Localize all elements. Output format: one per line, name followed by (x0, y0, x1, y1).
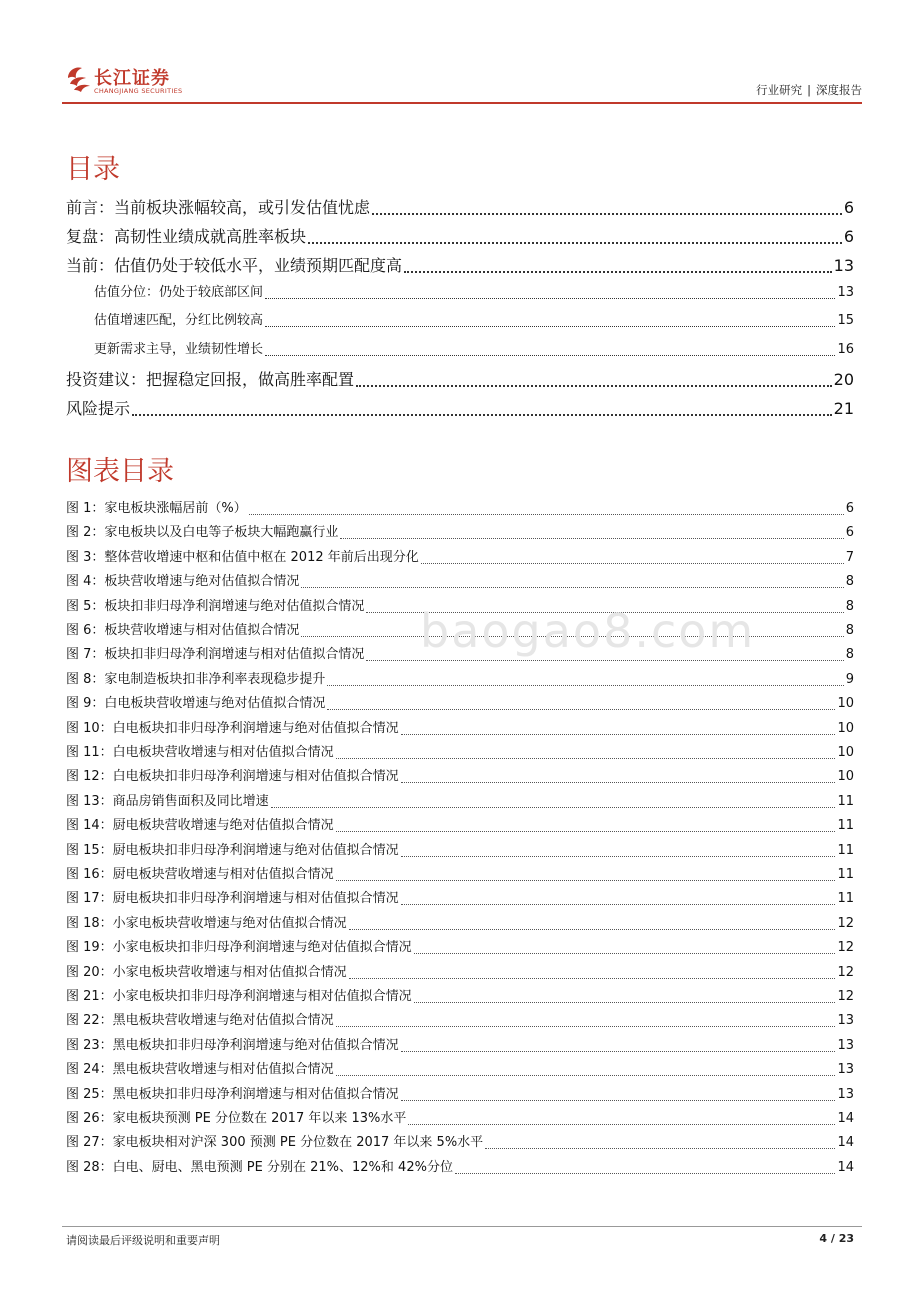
brand-name-en: CHANGJIANG SECURITIES (94, 87, 183, 95)
figure-entry-page: 8 (845, 574, 854, 590)
toc-entry[interactable] (94, 312, 854, 330)
logo-emblem-icon (66, 64, 92, 94)
leader-dots (401, 1100, 836, 1101)
toc-entry-page: 21 (833, 399, 854, 418)
figure-entry[interactable] (66, 890, 854, 908)
leader-dots (421, 563, 844, 564)
leader-dots (401, 904, 836, 905)
figure-entry-page: 12 (837, 940, 854, 956)
figure-entry-page: 7 (845, 549, 854, 565)
leader-dots (265, 298, 835, 299)
leader-dots (349, 929, 836, 930)
figure-entry-label: 图 8：家电制造板块扣非净利率表现稳步提升 (66, 671, 326, 687)
toc-entry[interactable] (66, 226, 854, 248)
brand-name-cn: 长江证券 (94, 68, 170, 89)
leader-dots (408, 1124, 835, 1125)
figure-entry[interactable] (66, 524, 854, 542)
toc-entry-label: 投资建议：把握稳定回报，做高胜率配置 (66, 370, 355, 389)
figure-entry-label: 图 2：家电板块以及白电等子板块大幅跑赢行业 (66, 525, 339, 541)
toc-entry-page: 15 (837, 313, 854, 328)
leader-dots (455, 1173, 836, 1174)
figure-entry-label: 图 13：商品房销售面积及同比增速 (66, 793, 269, 809)
figure-entry-label: 图 7：板块扣非归母净利润增速与相对估值拟合情况 (66, 647, 365, 663)
toc-entry-page: 13 (833, 256, 854, 275)
toc-entry-page: 13 (837, 285, 854, 300)
figure-entry-label: 图 19：小家电板块扣非归母净利润增速与绝对估值拟合情况 (66, 940, 412, 956)
figure-entry[interactable] (66, 964, 854, 982)
figure-entry[interactable] (66, 695, 854, 713)
leader-dots (265, 355, 835, 356)
figure-entry-page: 12 (837, 915, 854, 931)
toc-entry[interactable] (66, 369, 854, 391)
watermark: baogao8.com (420, 604, 756, 658)
figure-entry[interactable] (66, 1012, 854, 1030)
toc-entry[interactable] (66, 255, 854, 277)
toc-entry-label: 当前：估值仍处于较低水平，业绩预期匹配度高 (66, 256, 403, 275)
figure-entry-page: 10 (837, 745, 854, 760)
category-separator: | (807, 83, 811, 97)
leader-dots (308, 242, 842, 244)
toc-entry-page: 16 (837, 342, 854, 357)
figure-entry-page: 14 (837, 1159, 854, 1175)
figure-entry[interactable] (66, 720, 854, 738)
leader-dots (414, 1002, 836, 1003)
figure-entry-label: 图 11：白电板块营收增速与相对估值拟合情况 (66, 745, 334, 760)
figure-entry[interactable] (66, 671, 854, 689)
report-type-label: 深度报告 (816, 83, 862, 97)
leader-dots (336, 831, 836, 832)
figure-entry-page: 12 (837, 964, 854, 980)
figure-entry-page: 12 (837, 989, 854, 1004)
figure-entry-page: 10 (837, 720, 854, 736)
toc-entry-label: 估值增速匹配，分红比例较高 (94, 313, 264, 328)
figure-entry-page: 11 (837, 891, 854, 907)
toc-entry-page: 20 (833, 370, 854, 389)
figure-entry[interactable] (66, 744, 854, 762)
figure-entry-page: 9 (845, 671, 854, 687)
figure-entry[interactable] (66, 1110, 854, 1128)
figure-entry-label: 图 10：白电板块扣非归母净利润增速与绝对估值拟合情况 (66, 720, 399, 736)
toc-entry-label: 前言：当前板块涨幅较高，或引发估值忧虑 (66, 198, 371, 217)
figure-entry[interactable] (66, 1134, 854, 1152)
toc-entry-label: 风险提示 (66, 399, 131, 418)
figure-entry-page: 11 (837, 867, 854, 882)
figure-entry[interactable] (66, 988, 854, 1006)
figure-entry-label: 图 26：家电板块预测 PE 分位数在 2017 年以来 13%水平 (66, 1111, 407, 1126)
figure-entry[interactable] (66, 866, 854, 884)
figure-entry-page: 11 (837, 818, 854, 834)
figure-entry-page: 8 (845, 598, 854, 614)
leader-dots (485, 1148, 835, 1149)
leader-dots (401, 1051, 836, 1052)
report-category (756, 82, 862, 98)
leader-dots (356, 385, 832, 387)
page-header (66, 62, 862, 106)
figure-entry-label: 图 12：白电板块扣非归母净利润增速与相对估值拟合情况 (66, 769, 399, 785)
category-label: 行业研究 (756, 83, 803, 97)
figure-entry-page: 8 (845, 623, 854, 638)
figure-entry-label: 图 15：厨电板块扣非归母净利润增速与绝对估值拟合情况 (66, 842, 399, 858)
figure-entry-page: 6 (845, 501, 854, 516)
figure-entry[interactable] (66, 1061, 854, 1079)
figure-entry[interactable] (66, 817, 854, 835)
toc-entry[interactable] (94, 284, 854, 302)
figure-entry[interactable] (66, 842, 854, 860)
figure-entry-label: 图 23：黑电板块扣非归母净利润增速与绝对估值拟合情况 (66, 1037, 399, 1053)
leader-dots (401, 856, 836, 857)
figure-entry-label: 图 25：黑电板块扣非归母净利润增速与相对估值拟合情况 (66, 1086, 399, 1102)
leader-dots (340, 538, 843, 539)
figure-entry-label: 图 17：厨电板块扣非归母净利润增速与相对估值拟合情况 (66, 891, 399, 907)
leader-dots (336, 880, 836, 881)
figure-entry[interactable] (66, 500, 854, 518)
header-divider (62, 102, 862, 104)
leader-dots (366, 660, 843, 661)
leader-dots (327, 709, 835, 710)
figure-entry-label: 图 18：小家电板块营收增速与绝对估值拟合情况 (66, 915, 347, 931)
figure-entry-page: 6 (845, 525, 854, 541)
leader-dots (132, 414, 832, 416)
toc-entry-label: 更新需求主导，业绩韧性增长 (94, 342, 264, 357)
figure-entry-label: 图 9：白电板块营收增速与绝对估值拟合情况 (66, 696, 326, 712)
footer-divider (62, 1226, 862, 1227)
toc-entry[interactable] (66, 197, 854, 219)
figure-entry-page: 11 (837, 842, 854, 858)
leader-dots (401, 782, 836, 783)
figure-entry-label: 图 22：黑电板块营收增速与绝对估值拟合情况 (66, 1013, 334, 1029)
toc-entry-page: 6 (843, 227, 854, 246)
figure-entry-page: 14 (837, 1111, 854, 1126)
figure-entry-label: 图 14：厨电板块营收增速与绝对估值拟合情况 (66, 818, 334, 834)
figure-entry-page: 13 (837, 1037, 854, 1053)
figure-entry-label: 图 28：白电、厨电、黑电预测 PE 分别在 21%、12%和 42%分位 (66, 1159, 453, 1175)
figure-entry-label: 图 3：整体营收增速中枢和估值中枢在 2012 年前后出现分化 (66, 549, 419, 565)
leader-dots (249, 514, 844, 515)
figure-entry[interactable] (66, 939, 854, 957)
figure-entry-label: 图 24：黑电板块营收增速与相对估值拟合情况 (66, 1062, 334, 1078)
figure-entry-label: 图 21：小家电板块扣非归母净利润增速与相对估值拟合情况 (66, 989, 412, 1004)
figure-entry-label: 图 6：板块营收增速与相对估值拟合情况 (66, 623, 300, 638)
leader-dots (336, 1026, 836, 1027)
footer-disclaimer: 请阅读最后评级说明和重要声明 (66, 1234, 220, 1247)
figure-entry-label: 图 5：板块扣非归母净利润增速与绝对估值拟合情况 (66, 598, 365, 614)
figure-entry[interactable] (66, 768, 854, 786)
leader-dots (401, 734, 836, 735)
leader-dots (404, 271, 832, 273)
figure-entry-label: 图 27：家电板块相对沪深 300 预测 PE 分位数在 2017 年以来 5%水平 (66, 1135, 484, 1151)
leader-dots (349, 978, 836, 979)
figure-entry-page: 13 (837, 1013, 854, 1029)
leader-dots (327, 685, 843, 686)
figure-entry[interactable] (66, 549, 854, 567)
toc-entry-page: 6 (843, 198, 854, 217)
figure-entry-page: 8 (845, 647, 854, 663)
toc-entry-label: 估值分位：仍处于较底部区间 (94, 285, 264, 300)
leader-dots (265, 326, 835, 327)
toc-title: 目录 (66, 154, 120, 185)
company-logo (66, 62, 226, 102)
figure-entry-page: 10 (837, 696, 854, 712)
leader-dots (301, 587, 843, 588)
toc-entry-label: 复盘：高韧性业绩成就高胜率板块 (66, 227, 307, 246)
figure-entry[interactable] (66, 1086, 854, 1104)
page-number: 4 / 23 (819, 1232, 854, 1245)
figure-entry-page: 13 (837, 1062, 854, 1078)
figure-entry[interactable] (66, 1159, 854, 1177)
figure-entry-page: 11 (837, 793, 854, 809)
figure-entry-page: 14 (837, 1135, 854, 1151)
toc-entry[interactable] (66, 398, 854, 420)
figure-entry-label: 图 20：小家电板块营收增速与相对估值拟合情况 (66, 964, 347, 980)
figure-entry[interactable] (66, 1037, 854, 1055)
figure-entry-label: 图 4：板块营收增速与绝对估值拟合情况 (66, 574, 300, 590)
leader-dots (336, 758, 836, 759)
figure-entry-page: 10 (837, 769, 854, 785)
figure-entry-label: 图 1：家电板块涨幅居前（%） (66, 501, 247, 516)
figure-entry[interactable] (66, 793, 854, 811)
figure-entry-page: 13 (837, 1086, 854, 1102)
figure-entry-label: 图 16：厨电板块营收增速与相对估值拟合情况 (66, 867, 334, 882)
leader-dots (414, 953, 836, 954)
leader-dots (271, 807, 836, 808)
figure-entry[interactable] (66, 915, 854, 933)
figures-title: 图表目录 (66, 456, 174, 487)
toc-entry[interactable] (94, 341, 854, 359)
leader-dots (372, 213, 842, 215)
figure-entry[interactable] (66, 573, 854, 591)
leader-dots (336, 1075, 836, 1076)
